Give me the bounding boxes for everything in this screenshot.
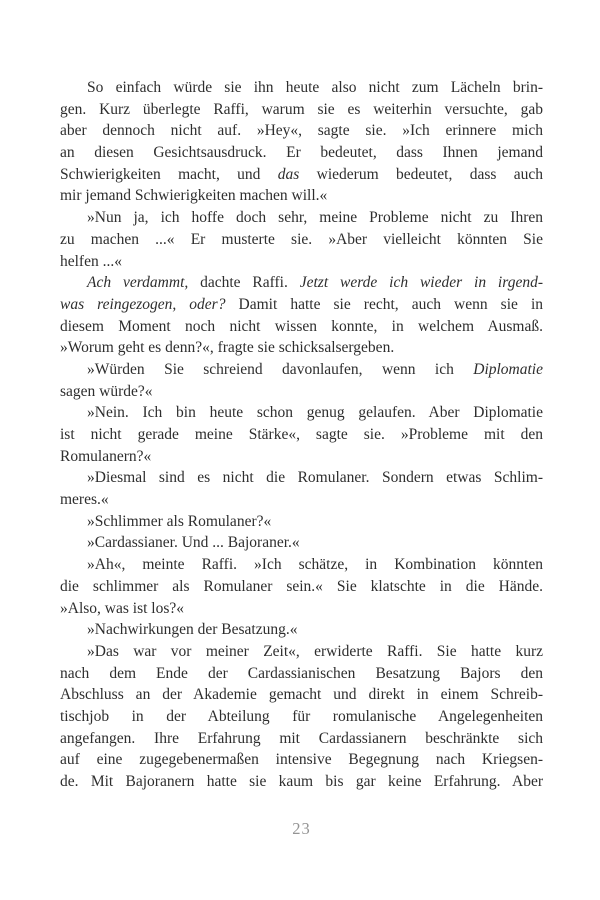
text-segment: »Ah«, meinte Raffi. »Ich schätze, in Kombination könnten [87,556,543,574]
text-line [60,272,543,294]
page-text [60,77,543,793]
text-segment: zu machen ...« Er musterte sie. »Aber vielleicht könnten Sie [60,230,543,248]
text-segment: de. Mit Bajoranern hatte sie kaum bis gar keine Erfahrung. Aber [60,773,543,790]
text-line [60,381,543,403]
text-segment: sagen würde?« [60,382,153,400]
text-line [60,598,543,620]
text-line [60,164,543,186]
text-segment: Ach verdammt, [87,274,189,292]
text-line [60,359,543,381]
text-segment: Jetzt werde ich wieder in irgend- [299,274,543,292]
text-line [60,294,543,316]
text-line [60,185,543,207]
text-segment: das [277,165,300,183]
text-segment: dachte Raffi. [188,274,300,292]
text-line [60,251,543,273]
text-line [60,489,543,511]
text-line [60,576,543,598]
text-segment: aber dennoch nicht auf. »Hey«, sagte sie. »Ich erinnere mich [60,122,543,140]
text-segment: helfen ...« [60,252,122,270]
text-line [60,207,543,229]
text-segment: »Nein. Ich bin heute schon genug gelaufen. Aber Diplomatie [87,404,543,422]
text-line [60,446,543,468]
text-segment: Schwierigkeiten macht, und [60,165,278,183]
text-line [60,554,543,576]
text-line [60,337,543,359]
text-segment: ist nicht gerade meine Stärke«, sagte sie. »Probleme mit den [60,426,543,443]
page-number: 23 [292,819,311,838]
text-line [60,641,543,663]
text-segment: »Diesmal sind es nicht die Romulaner. Sondern etwas Schlim- [87,469,543,487]
text-line [60,706,543,728]
text-line [60,120,543,142]
text-segment: Diplomatie [473,360,543,378]
text-segment: »Cardassianer. Und ... Bajoraner.« [87,534,300,552]
text-line [60,619,543,641]
text-segment: an diesen Gesichtsausdruck. Er bedeutet, dass Ihnen jemand [60,144,543,162]
text-line [60,424,543,446]
text-line [60,684,543,706]
text-segment: nach dem Ende der Cardassianischen Besatzung Bajors den [60,664,543,682]
text-line [60,467,543,489]
text-segment: »Würden Sie schreiend davonlaufen, wenn ich [87,360,474,378]
text-segment: Damit hatte sie recht, auch wenn sie in [225,295,543,313]
text-segment: mir jemand Schwierigkeiten machen will.« [60,187,328,205]
text-line [60,99,543,121]
text-line [60,771,543,793]
text-segment: angefangen. Ihre Erfahrung mit Cardassianern beschränkte sich [60,729,543,747]
text-segment: die schlimmer als Romulaner sein.« Sie klatschte in die Hände. [60,577,543,595]
text-segment: Abschluss an der Akademie gemacht und direkt in einem Schreib- [60,686,543,704]
text-line [60,511,543,533]
text-segment: »Nachwirkungen der Besatzung.« [87,621,298,639]
text-segment: wiederum bedeutet, dass auch [299,165,544,183]
text-segment: meres.« [60,491,109,509]
text-line [60,749,543,771]
text-line [60,532,543,554]
text-segment: tischjob in der Abteilung für romulanische Angelegenheiten [60,707,543,725]
text-line [60,77,543,99]
text-segment: Romulanern?« [60,447,152,465]
text-line [60,316,543,338]
text-segment: gen. Kurz überlegte Raffi, warum sie es weiterhin versuchte, gab [60,100,543,118]
text-segment: »Das war vor meiner Zeit«, erwiderte Raffi. Sie hatte kurz [87,642,543,660]
text-segment: diesem Moment noch nicht wissen konnte, in welchem Ausmaß. [60,317,543,335]
text-segment: »Worum geht es denn?«, fragte sie schicksalsergeben. [60,339,395,357]
text-segment: So einfach würde sie ihn heute also nicht zum Lächeln brin- [87,79,543,96]
text-line [60,728,543,750]
text-segment: was reingezogen, oder? [60,295,226,313]
text-segment: »Schlimmer als Romulaner?« [87,512,272,530]
text-segment: »Also, was ist los?« [60,599,184,617]
text-segment: auf eine zugegebenermaßen intensive Begegnung nach Kriegsen- [60,751,543,769]
text-segment: »Nun ja, ich hoffe doch sehr, meine Probleme nicht zu Ihren [87,209,543,227]
text-line [60,402,543,424]
text-line [60,142,543,164]
text-line [60,229,543,251]
text-line [60,663,543,685]
